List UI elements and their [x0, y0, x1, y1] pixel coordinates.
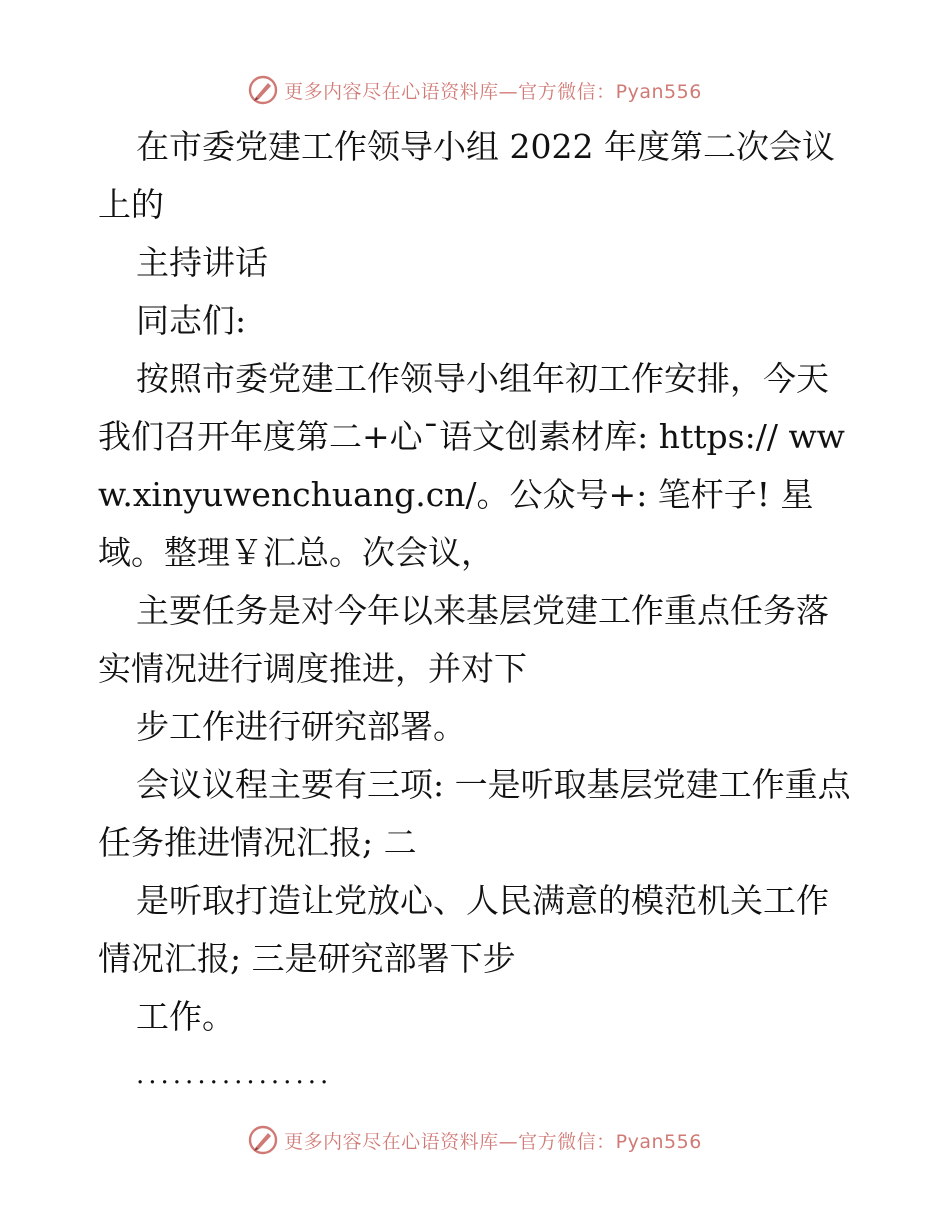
paragraph-salutation: 同志们:: [136, 301, 247, 340]
document-body: [98, 118, 858, 1104]
header-watermark-banner: [0, 70, 950, 110]
footer-watermark-banner: [0, 1120, 950, 1160]
header-watermark-text: 更多内容尽在心语资料库—官方微信：Pyan556: [284, 80, 702, 103]
paragraph-agenda-one: 会议议程主要有三项: 一是听取基层党建工作重点任务推进情况汇报; 二: [98, 765, 851, 862]
paragraph-subtitle: 主持讲话: [136, 243, 268, 282]
paragraph-title: 在市委党建工作领导小组 2022 年度第二次会议上的: [98, 127, 835, 224]
paragraph-deployment: 步工作进行研究部署。: [136, 707, 466, 746]
paragraph-work: 工作。: [136, 997, 235, 1036]
pen-logo-icon: [248, 1125, 278, 1155]
paragraph-agenda-two: 是听取打造让党放心、人民满意的模范机关工作情况汇报; 三是研究部署下步: [98, 881, 829, 978]
paragraph-main-task: 主要任务是对今年以来基层党建工作重点任务落实情况进行调度推进，并对下: [98, 591, 829, 688]
pen-logo-icon: [248, 75, 278, 105]
footer-watermark-text: 更多内容尽在心语资料库—官方微信：Pyan556: [284, 1130, 702, 1153]
paragraph-ellipsis: ................: [136, 1060, 333, 1090]
paragraph-intro: 按照市委党建工作领导小组年初工作安排，今天我们召开年度第二+心¯语文创素材库: https:// www.xinyuwenchuang.cn/。公众号+: 笔杆子! 星域。整理￥汇总。次会议，: [98, 359, 845, 572]
